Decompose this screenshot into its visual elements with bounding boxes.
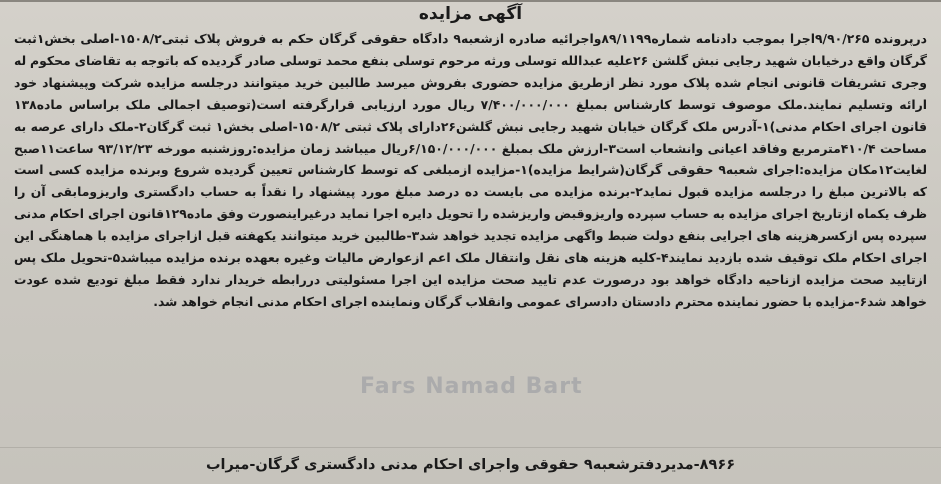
- footer-divider: [0, 447, 941, 448]
- notice-body: درپرونده ۹/۹۰/۲۶۵اجرا بموجب دادنامه شماره۸۹/۱۱۹۹واجرائیه صادره ازشعبه۹ دادگاه حقوقی گرگان حکم به فروش پلاک ثبتی۱۵۰۸/۲-اصلی بخش۱ثبت گرگان واقع درخیابان شهید رجایی نبش گلشن ۲۶علیه عبدالله توسلی ورثه مرحوم توسلی بنفع محمد توسلی صادر گردیده که باتوجه به تقاضای محکوم له وجری تشریفات قانونی انجام شده پلاک مورد نظر ازطریق مزایده حضوری بفروش میرسد طالبین خرید میتوانند درجلسه مزایده شرکت وپیشنهاد خود ارائه وتسلیم نمایند.ملک موصوف توسط کارشناس بمبلغ ۷/۴۰۰/۰۰۰/۰۰۰ ریال مورد ارزیابی قرارگرفته است(توصیف اجمالی ملک براساس ماده۱۳۸ قانون اجرای احکام مدنی)۱-آدرس ملک گرگان خیابان شهید رجایی نبش گلشن۲۶دارای پلاک ثبتی ۱۵۰۸/۲-اصلی بخش۱ ثبت گرگان۲-ملک دارای عرصه به مساحت ۴۱۰/۴مترمربع وفاقد اعیانی وانشعاب است۳-ارزش ملک بمبلغ ۶/۱۵۰/۰۰۰/۰۰۰ریال میباشد زمان مزایده:روزشنبه مورخه ۹۳/۱۲/۲۳ ساعت۱۱صبح لغایت۱۲مکان مزایده:اجرای شعبه۹ حقوقی گرگان(شرایط مزایده)۱-مزایده ازمبلغی که توسط کارشناس تعیین گردیده شروع وبرنده مزایده کسی است که بالاترین مبلغ را درجلسه مزایده قبول نماید۲-برنده مزایده می بایست ده درصد مبلغ مورد پیشنهاد را نقداً به حساب دادگستری واریزومابقی آن را ظرف یکماه ازتاریخ اجرای مزایده به حساب سپرده واریزوقبض واریزشده را تحویل دایره اجرا نماید درغیراینصورت وفق ماده۱۲۹قانون اجرای احکام مدنی سپرده پس ازکسرهزینه های اجرایی بنفع دولت ضبط واگهی مزایده تجدید خواهد شد۳-طالبین خرید میتوانند یکهفته قبل ازاجرای مزایده با هماهنگی این اجرای احکام ملک توقیف شده بازدید نمایند۴-کلیه هزینه های نقل وانتقال ملک اعم ازعوارض مالیات وغیره بعهده برنده مزایده میباشد۵-تحویل ملک پس ازتایید صحت مزایده ازناحیه دادگاه خواهد بود درصورت عدم تایید صحت مزایده این اجرا مسئولیتی دررابطه خریدار ندارد فقط مبلغ تودیع شده عودت خواهد شد۶-مزایده با حضور نماینده محترم دادستان دادسرای عمومی وانقلاب گرگان ونماینده اجرای احکام مدنی انجام خواهد شد.: [14, 31, 928, 309]
- notice-title: آگهی مزایده: [418, 4, 523, 24]
- watermark: Fars Namad Bart: [360, 374, 583, 399]
- title-bar: [0, 2, 941, 26]
- notice-footer: ۸۹۶۶-مدیردفترشعبه۹ حقوقی واجرای احکام مدنی دادگستری گرگان-میراب: [205, 457, 736, 473]
